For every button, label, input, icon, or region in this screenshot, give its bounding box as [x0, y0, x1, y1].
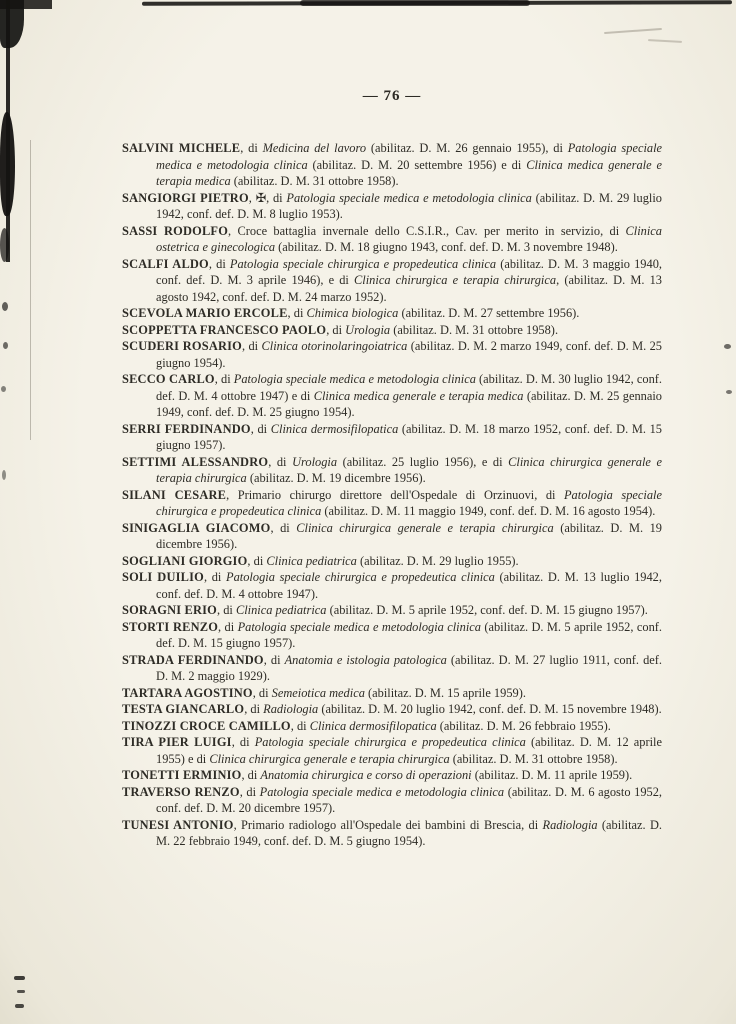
directory-entry	[122, 322, 662, 339]
entry-text: , di	[263, 652, 285, 667]
specialty-text: Patologia speciale medica e metodologia clinica	[259, 784, 505, 799]
entry-text: , Croce battaglia invernale dello C.S.I.R., Cav. per merito in servizio, di	[228, 223, 626, 238]
entry-text: , Primario radiologo all'Ospedale dei bambini di Brescia, di	[233, 817, 543, 832]
person-name: TARTARA AGOSTINO	[122, 685, 253, 700]
entry-text: (abilitaz. D. M. 27 luglio 1911, conf. def. D. M. 2 maggio 1929).	[156, 652, 662, 683]
specialty-text: Clinica dermosifilopatica	[270, 421, 399, 436]
scan-artifact	[142, 0, 732, 6]
person-name: TRAVERSO RENZO	[122, 784, 240, 799]
scan-artifact	[30, 140, 31, 440]
specialty-text: Radiologia	[542, 817, 598, 832]
entry-text: , di	[240, 141, 263, 155]
entry-text: (abilitaz. D. M. 15 aprile 1959).	[364, 685, 526, 700]
directory-entry	[122, 223, 662, 256]
directory-entry	[122, 256, 662, 306]
entry-text: (abilitaz. D. M. 6 agosto 1952, conf. def. D. M. 20 dicembre 1957).	[156, 784, 663, 815]
scan-artifact	[17, 990, 25, 993]
person-name: SOGLIANI GIORGIO	[122, 553, 248, 568]
specialty-text: Patologia speciale medica e metodologia clinica	[156, 141, 663, 172]
directory-entry	[122, 421, 662, 454]
person-name: SILANI CESARE	[122, 487, 227, 502]
entry-text: (abilitaz. D. M. 11 maggio 1949, conf. def. D. M. 16 agosto 1954).	[321, 504, 656, 518]
entry-text: (abilitaz. D. M. 3 maggio 1940, conf. def. D. M. 3 aprile 1946), e di	[156, 256, 662, 287]
person-name: SCALFI ALDO	[122, 256, 209, 271]
entry-text: (abilitaz. D. M. 18 giugno 1943, conf. def. D. M. 3 novembre 1948).	[275, 240, 618, 254]
directory-entry	[122, 305, 662, 322]
page-number: — 76 —	[362, 88, 422, 104]
specialty-text: Radiologia	[263, 702, 319, 716]
entry-text: (abilitaz. D. M. 29 luglio 1955).	[356, 553, 519, 568]
entry-text: , di	[241, 768, 261, 782]
directory-entry	[122, 718, 662, 735]
directory-entry	[122, 734, 662, 767]
entry-text: , di	[287, 306, 307, 320]
directory-entry	[122, 454, 662, 487]
specialty-text: Anatomia chirurgica e corso di operazioni	[260, 768, 472, 782]
specialty-text: Clinica ostetrica e ginecologica	[156, 223, 662, 254]
directory-entry	[122, 140, 662, 190]
person-name: TINOZZI CROCE CAMILLO	[122, 718, 291, 733]
specialty-text: Patologia speciale chirurgica e propedeutica clinica	[229, 256, 497, 271]
entry-text: (abilitaz. D. M. 29 luglio 1942, conf. def. D. M. 8 luglio 1953).	[156, 190, 662, 221]
specialty-text: Clinica dermosifilopatica	[309, 718, 437, 733]
person-name: SALVINI MICHELE	[122, 141, 241, 155]
directory-entry	[122, 553, 662, 570]
pencil-mark	[604, 28, 662, 34]
directory-entry	[122, 767, 662, 784]
entry-text: , di	[241, 339, 262, 353]
scan-artifact	[2, 302, 8, 311]
entry-text: , di	[326, 322, 346, 337]
specialty-text: Clinica chirurgica generale e terapia chirurgica	[156, 454, 662, 485]
entry-text: , di	[218, 619, 238, 634]
specialty-text: Clinica pediatrica	[235, 603, 327, 617]
person-name: SERRI FERDINANDO	[122, 421, 251, 436]
directory-entry	[122, 701, 662, 718]
scan-artifact	[0, 0, 52, 9]
scan-artifact	[14, 976, 25, 980]
entry-text: (abilitaz. D. M. 20 settembre 1956) e di	[307, 157, 527, 172]
person-name: SOLI DUILIO	[122, 570, 204, 584]
person-name: STORTI RENZO	[122, 619, 219, 634]
entry-text: , di	[290, 718, 310, 733]
entry-text: , di	[203, 570, 227, 584]
scan-artifact	[3, 342, 8, 349]
person-name: SCUDERI ROSARIO	[122, 339, 242, 353]
entry-text: (abilitaz. D. M. 19 dicembre 1956).	[156, 520, 662, 551]
entry-text: , di	[252, 685, 272, 700]
specialty-text: Patologia speciale chirurgica e propedeutica clinica	[226, 570, 495, 584]
entry-text: , di	[208, 256, 230, 271]
scan-artifact	[724, 344, 731, 349]
person-name: TONETTI ERMINIO	[122, 768, 242, 782]
person-name: TUNESI ANTONIO	[122, 817, 234, 832]
specialty-text: Patologia speciale medica e metodologia clinica	[237, 619, 481, 634]
specialty-text: Urologia	[292, 454, 338, 469]
entry-text: (abilitaz. D. M. 26 gennaio 1955), di	[366, 141, 568, 155]
person-name: SINIGAGLIA GIACOMO	[122, 520, 271, 535]
specialty-text: Chimica biologica	[306, 306, 399, 320]
scan-artifact	[0, 228, 9, 262]
scan-artifact	[15, 1004, 24, 1008]
entry-text: (abilitaz. D. M. 30 luglio 1942, conf. def. D. M. 4 ottobre 1947) e di	[156, 372, 663, 403]
specialty-text: Clinica otorinolaringoiatrica	[261, 339, 408, 353]
entry-text: , di	[247, 553, 267, 568]
person-name: SETTIMI ALESSANDRO	[122, 454, 269, 469]
specialty-text: Patologia speciale chirurgica e propedeutica clinica	[156, 487, 662, 518]
entry-text: (abilitaz. D. M. 2 marzo 1949, conf. def. D. M. 25 giugno 1954).	[156, 339, 662, 370]
specialty-text: Semeiotica medica	[271, 685, 365, 700]
entry-text: , di	[217, 603, 236, 617]
directory-entry	[122, 520, 662, 553]
entry-list	[122, 140, 662, 850]
entry-text: (abilitaz. D. M. 12 aprile 1955) e di	[156, 735, 662, 766]
specialty-text: Medicina del lavoro	[262, 141, 367, 155]
entry-text: , (abilitaz. D. M. 13 agosto 1942, conf. def. D. M. 24 marzo 1952).	[156, 273, 662, 304]
specialty-text: Clinica pediatrica	[266, 553, 357, 568]
directory-entry	[122, 685, 662, 702]
entry-text: (abilitaz. D. M. 5 aprile 1952, conf. def. D. M. 15 giugno 1957).	[326, 603, 648, 617]
entry-text: (abilitaz. D. M. 18 marzo 1952, conf. def. D. M. 15 giugno 1957).	[156, 421, 662, 452]
scan-artifact	[300, 0, 530, 6]
specialty-text: Patologia speciale chirurgica e propedeutica clinica	[254, 735, 526, 749]
entry-text: , di	[244, 702, 264, 716]
entry-text: (abilitaz. D. M. 25 gennaio 1949, conf. def. D. M. 25 giugno 1954).	[156, 388, 662, 419]
entry-text: (abilitaz. D. M. 13 luglio 1942, conf. def. D. M. 4 ottobre 1947).	[156, 570, 662, 601]
person-name: SANGIORGI PIETRO	[122, 190, 249, 205]
entry-text: , di	[270, 520, 297, 535]
specialty-text: Clinica chirurgica e terapia chirurgica	[354, 273, 557, 287]
scan-artifact	[1, 386, 6, 392]
directory-entry	[122, 371, 662, 421]
specialty-text: Clinica medica generale e terapia medica	[313, 388, 524, 403]
entry-text: , ✠, di	[248, 190, 287, 205]
person-name: SCOPPETTA FRANCESCO PAOLO	[122, 322, 327, 337]
specialty-text: Clinica medica generale e terapia medica	[156, 157, 662, 188]
entry-text: (abilitaz. 25 luglio 1956), e di	[337, 454, 509, 469]
directory-entry	[122, 487, 662, 520]
entry-text: , di	[214, 372, 234, 386]
directory-entry	[122, 602, 662, 619]
person-name: SORAGNI ERIO	[122, 603, 218, 617]
entry-text: (abilitaz. D. M. 31 ottobre 1958).	[230, 174, 399, 188]
entry-text: (abilitaz. D. M. 31 ottobre 1958).	[449, 751, 618, 766]
directory-entry	[122, 619, 662, 652]
entry-text: , Primario chirurgo direttore dell'Ospedale di Orzinuovi, di	[226, 487, 564, 502]
directory-entry	[122, 652, 662, 685]
entry-text: (abilitaz. D. M. 31 ottobre 1958).	[390, 322, 559, 337]
scan-artifact	[0, 0, 24, 48]
person-name: SECCO CARLO	[122, 372, 215, 386]
scan-artifact	[726, 390, 732, 394]
scan-artifact	[2, 470, 6, 480]
entry-text: , di	[239, 784, 260, 799]
person-name: TESTA GIANCARLO	[122, 702, 245, 716]
pencil-mark	[648, 39, 682, 43]
entry-text: (abilitaz. D. M. 11 aprile 1959).	[471, 768, 633, 782]
directory-entry	[122, 569, 662, 602]
entry-text: (abilitaz. D. M. 19 dicembre 1956).	[246, 471, 426, 485]
entry-text: (abilitaz. D. M. 26 febbraio 1955).	[436, 718, 611, 733]
specialty-text: Clinica chirurgica generale e terapia chirurgica	[296, 520, 554, 535]
specialty-text: Urologia	[345, 322, 391, 337]
directory-entry	[122, 190, 662, 223]
entry-text: (abilitaz. D. M. 20 luglio 1942, conf. def. D. M. 15 novembre 1948).	[318, 702, 662, 716]
directory-entry	[122, 338, 662, 371]
entry-text: , di	[250, 421, 271, 436]
entry-text: (abilitaz. D. M. 5 aprile 1952, conf. def. D. M. 15 giugno 1957).	[156, 619, 662, 650]
entry-text: , di	[231, 735, 255, 749]
entry-text: (abilitaz. D. M. 22 febbraio 1949, conf. def. D. M. 5 giugno 1954).	[156, 817, 662, 848]
directory-entry	[122, 817, 662, 850]
directory-entry	[122, 784, 662, 817]
scan-artifact	[6, 0, 10, 262]
entry-text: , di	[268, 454, 293, 469]
specialty-text: Patologia speciale medica e metodologia clinica	[233, 372, 476, 386]
specialty-text: Anatomia e istologia patologica	[284, 652, 447, 667]
specialty-text: Clinica chirurgica generale e terapia chirurgica	[209, 751, 450, 766]
entry-text: (abilitaz. D. M. 27 settembre 1956).	[398, 306, 580, 320]
person-name: STRADA FERDINANDO	[122, 652, 264, 667]
person-name: TIRA PIER LUIGI	[122, 735, 232, 749]
person-name: SASSI RODOLFO	[122, 223, 229, 238]
scan-artifact	[0, 112, 15, 216]
specialty-text: Patologia speciale medica e metodologia clinica	[286, 190, 532, 205]
person-name: SCEVOLA MARIO ERCOLE	[122, 306, 288, 320]
